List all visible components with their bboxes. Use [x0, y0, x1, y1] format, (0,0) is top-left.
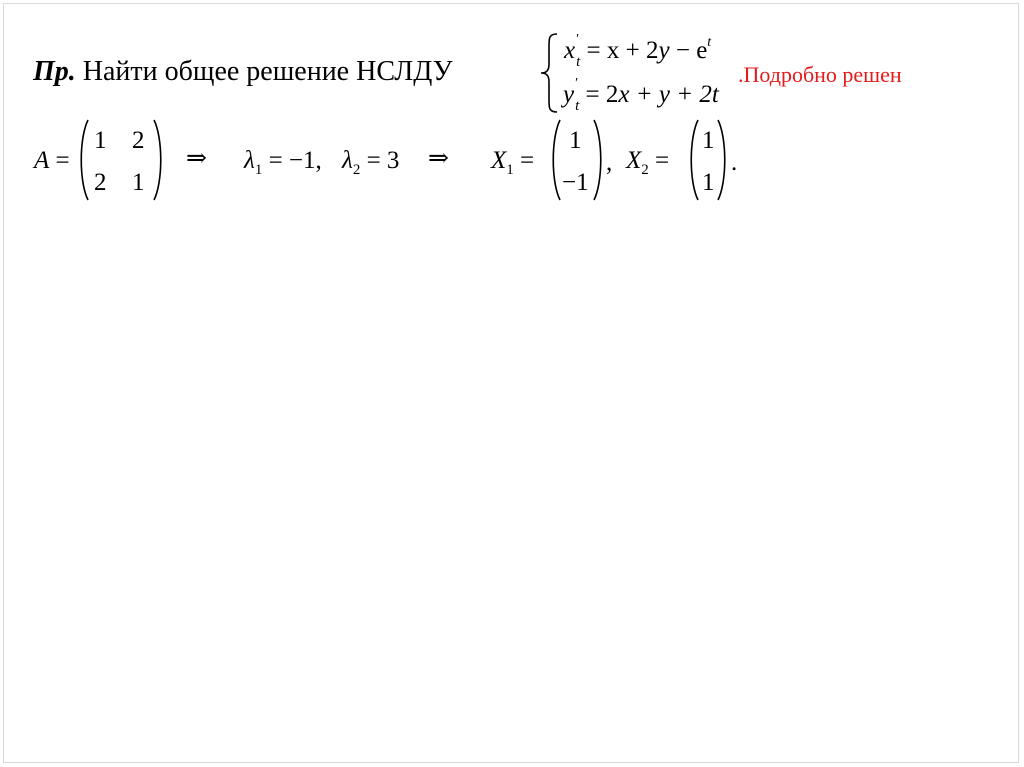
eigenvalue-1: $\lambda_1 = -1$, [244, 147, 322, 178]
vector-1-right-paren [592, 118, 606, 202]
implies-arrow-1: ⇒ [186, 145, 207, 172]
vector-2-right-paren [716, 118, 730, 202]
matrix-right-paren [152, 118, 166, 202]
vector-2-period: . [731, 149, 738, 176]
implies-arrow-2: ⇒ [428, 145, 449, 172]
matrix-cell-r1c1: 1 [94, 127, 107, 154]
vector-1-entry-1: 1 [569, 127, 582, 154]
system-equation-1: x ′ $_t = x + 2y - e^t$ [564, 32, 712, 70]
matrix-left-paren [76, 118, 90, 202]
system-brace [538, 32, 560, 114]
vector-1-entry-2: −1 [562, 169, 589, 196]
vector-1-left-paren [548, 118, 562, 202]
eigenvalue-2: $\lambda_2 = 3$ [342, 147, 400, 178]
slide-frame [3, 3, 1019, 763]
eigenvector-1-label: $X_1$ = [491, 147, 535, 178]
problem-statement [33, 58, 453, 86]
matrix-name: A = [34, 147, 70, 174]
problem-text: Найти общее решение НСЛДУ [82, 56, 453, 87]
problem-label: Пр. [33, 56, 76, 87]
vector-2-entry-1: 1 [702, 127, 715, 154]
vector-2-left-paren [686, 118, 700, 202]
matrix-cell-r1c2: 2 [132, 127, 145, 154]
matrix-cell-r2c2: 1 [132, 169, 145, 196]
vector-2-entry-2: 1 [702, 169, 715, 196]
solution-note: .Подробно решен [738, 62, 902, 87]
eigenvector-2-label: $X_2$ = [626, 147, 670, 178]
vector-1-comma: , [606, 149, 613, 176]
matrix-cell-r2c1: 2 [94, 169, 107, 196]
system-equation-2: y ′ $_t$ = 2x + y + 2t [563, 76, 719, 114]
